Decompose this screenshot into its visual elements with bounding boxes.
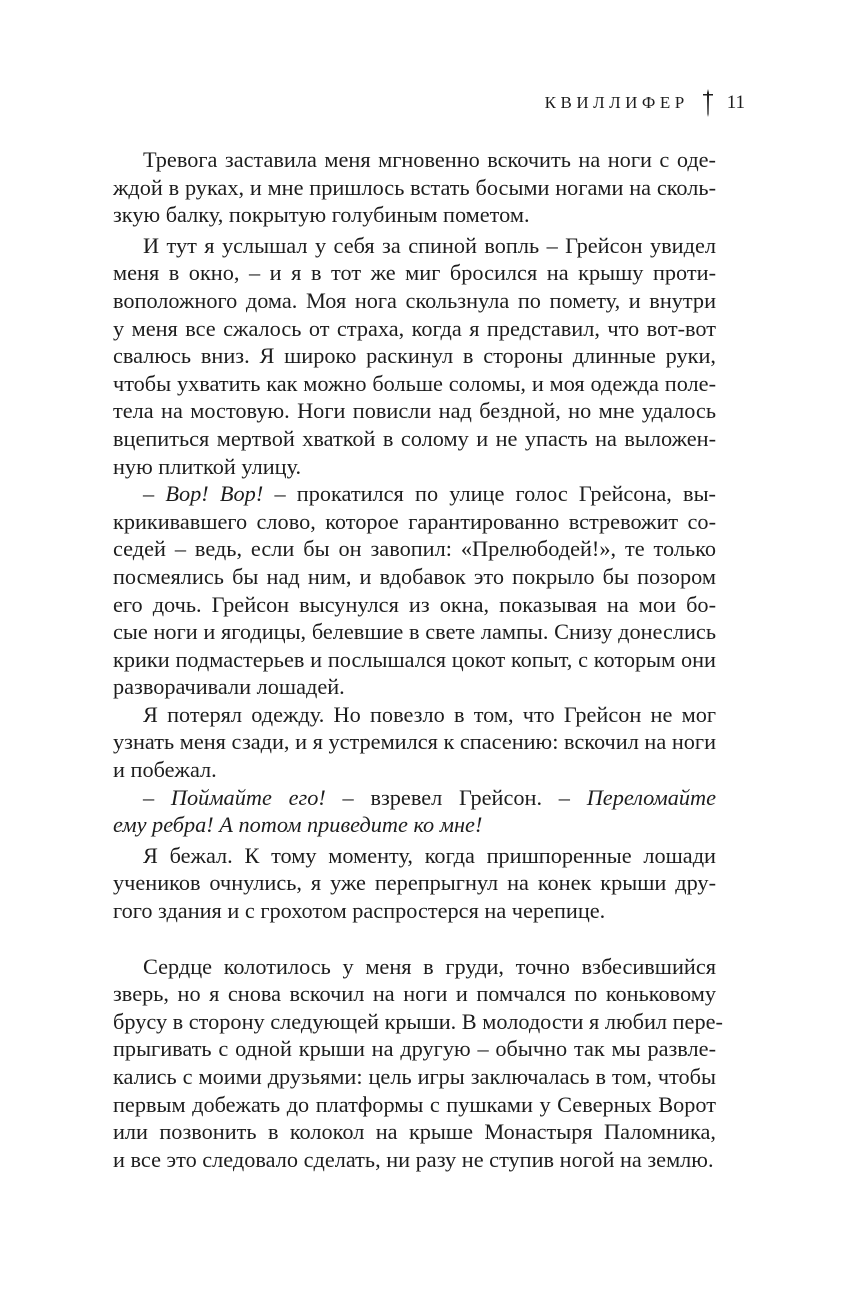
text-segment: у меня все сжалось от страха, когда я представил, что вот-вот (113, 315, 716, 341)
text-segment: посмеялись бы над ним, и вдобавок это покрыло бы позором (113, 563, 716, 589)
text-segment: гого здания и с грохотом распростерся на черепице. (113, 898, 606, 924)
text-segment: первым добежать до платформы с пушками у Северных Ворот (113, 1091, 716, 1117)
text-segment: – (143, 784, 171, 810)
text-segment: чтобы ухватить как можно больше соломы, и моя одежда поле- (113, 370, 716, 396)
text-line (113, 1063, 716, 1091)
text-segment: И тут я услышал у себя за спиной вопль – Грейсон увидел (143, 232, 716, 258)
text-line (113, 425, 716, 453)
text-segment: прыгивать с одной крыши на другую – обычно так мы развле- (113, 1036, 716, 1062)
text-segment: – взревел Грейсон. – (325, 784, 587, 810)
text-line (113, 591, 716, 619)
text-line (113, 201, 716, 229)
text-segment: ную плиткой улицу. (113, 453, 302, 479)
text-line (113, 701, 716, 729)
text-line (113, 259, 716, 287)
text-line (113, 287, 716, 315)
running-header (545, 88, 745, 118)
paragraph (113, 480, 716, 701)
text-segment: его дочь. Грейсон высунулся из окна, показывая на мои бо- (113, 591, 716, 617)
italic-speech: Переломайте (586, 784, 717, 810)
paragraph (113, 842, 716, 925)
text-line (113, 508, 716, 536)
text-segment: и побежал. (113, 757, 217, 783)
text-line (113, 1118, 716, 1146)
text-segment: Сердце колотилось у меня в груди, точно взбесившийся (143, 953, 716, 979)
italic-speech: ему ребра! А потом приведите ко мне! (113, 812, 483, 838)
text-line (113, 370, 716, 398)
text-line (113, 756, 716, 784)
text-segment: сые ноги и ягодицы, белевшие в свете лампы. Снизу донеслись (113, 619, 716, 645)
text-segment: брусу в сторону следующей крыши. В молодости я любил пере- (113, 1008, 723, 1034)
paragraph (113, 146, 716, 229)
text-line (113, 1008, 723, 1036)
text-segment: крикивавшего слово, которое гарантированно встревожит со- (113, 508, 716, 534)
text-segment: кались с моими друзьями: цель игры заключалась в том, чтобы (113, 1064, 716, 1089)
text-line (113, 315, 716, 343)
paragraph (113, 784, 716, 839)
text-segment: седей – ведь, если бы он завопил: «Прелюбодей!», те только (113, 536, 716, 562)
text-line (113, 397, 716, 425)
text-segment: узнать меня сзади, и я устремился к спасению: вскочил на ноги (113, 729, 716, 755)
text-segment: тела на мостовую. Ноги повисли над бездной, но мне удалось (113, 398, 716, 424)
paragraph (113, 953, 723, 1174)
paragraph (113, 701, 716, 784)
text-segment: и все это следовало сделать, ни разу не ступив ногой на землю. (113, 1146, 714, 1172)
text-segment: – прокатился по улице голос Грейсона, вы- (263, 481, 716, 507)
text-line (113, 646, 716, 674)
text-line (113, 980, 716, 1008)
text-segment: разворачивали лошадей. (113, 674, 345, 700)
text-line (113, 869, 716, 897)
text-line (113, 953, 716, 981)
text-segment: воположного дома. Моя нога скользнула по помету, и внутри (113, 287, 716, 313)
dagger-icon (701, 88, 715, 118)
paragraph (113, 232, 716, 480)
text-line (113, 146, 716, 174)
body-text (113, 146, 723, 1173)
text-line (113, 1035, 716, 1063)
running-title: КВИЛЛИФЕР (544, 93, 689, 112)
text-line (113, 811, 716, 839)
text-line (113, 1146, 716, 1174)
text-segment: Тревога заставила меня мгновенно вскочить на ноги с оде- (143, 147, 716, 172)
text-segment: свалюсь вниз. Я широко раскинул в стороны длинные руки, (113, 343, 716, 369)
text-line (113, 563, 716, 591)
text-segment: зверь, но я снова вскочил на ноги и помчался по коньковому (113, 981, 716, 1007)
text-line (113, 784, 716, 812)
text-segment: зкую балку, покрытую голубиным пометом. (113, 202, 530, 228)
text-line (113, 673, 716, 701)
text-line (113, 728, 716, 756)
text-line (113, 842, 716, 870)
text-line (113, 342, 716, 370)
text-segment: меня в окно, – и я в тот же миг бросился на крышу проти- (113, 260, 716, 286)
text-segment: Я бежал. К тому моменту, когда пришпоренные лошади (143, 842, 716, 868)
text-line (113, 618, 716, 646)
text-segment: учеников очнулись, я уже перепрыгнул на конек крыши дру- (113, 870, 716, 896)
text-segment: крики подмастерьев и послышался цокот копыт, с которым они (113, 646, 716, 672)
italic-speech: Поймайте его! (170, 784, 326, 810)
text-segment: – (143, 481, 166, 507)
text-line (113, 174, 716, 202)
text-segment: ждой в руках, и мне пришлось встать босыми ногами на сколь- (113, 174, 716, 200)
page-number: 11 (726, 92, 745, 113)
text-line (113, 232, 716, 260)
italic-speech: Вор! Вор! (165, 481, 264, 507)
text-segment: вцепиться мертвой хваткой в солому и не упасть на выложен- (113, 425, 716, 451)
text-line (113, 453, 716, 481)
text-line (113, 1091, 716, 1119)
text-line (113, 480, 716, 508)
text-segment: Я потерял одежду. Но повезло в том, что Грейсон не мог (143, 701, 716, 727)
text-segment: или позвонить в колокол на крыше Монастыря Паломника, (113, 1119, 716, 1145)
text-line (113, 535, 716, 563)
text-line (113, 897, 716, 925)
